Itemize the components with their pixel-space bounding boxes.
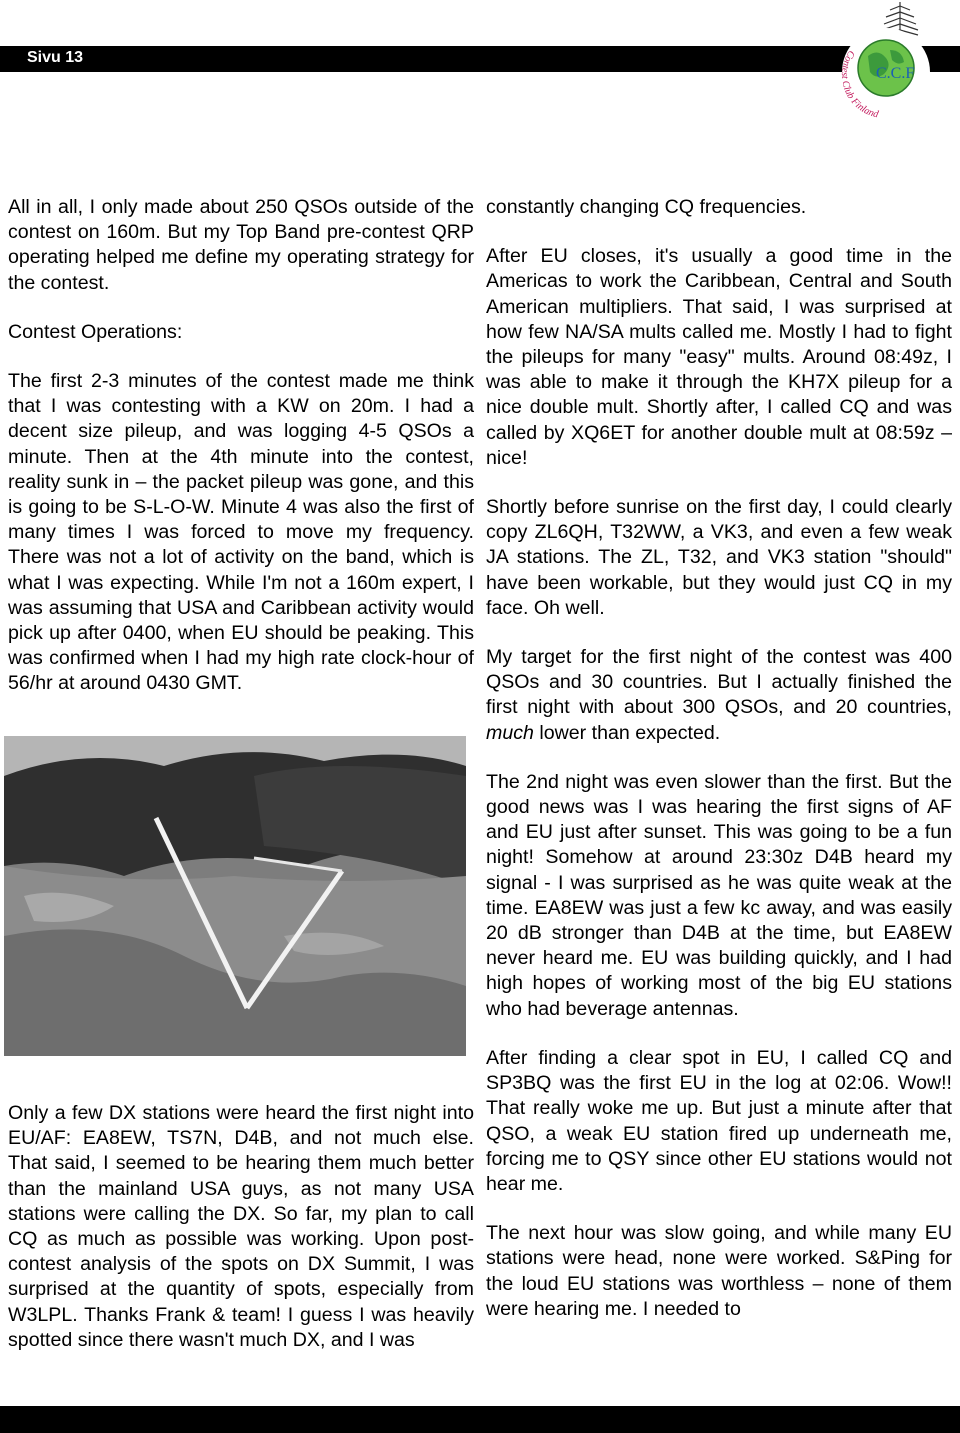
left-paragraph-2: The first 2-3 minutes of the contest made me think that I was contesting with a KW on 20m. I had a decent size pileup, and was logging 4-5 QSOs a minute. Then at the 4th minute into the contest, reality sunk in – the packet pileup was gone, and this is going to be S-L-O-W. Minute 4 was also the first of many times I was forced to move my frequency. There was not a lot of activity on the band, which is what I was expecting. While I'm not a 160m expert, I was assuming that USA and Caribbean activity would pick up after 0400, when EU should be peaking. This was confirmed when I had my high rate clock-hour of 56/hr at around 0430 GMT. — [8, 370, 474, 695]
right-paragraph-6: After finding a clear spot in EU, I called CQ and SP3BQ was the first EU in the log at 02:06. Wow!! That really woke me up. But just a minute after that QSO, a weak EU station fired up underneath me, forcing me to QSY since other EU stations would not hear me. — [486, 1046, 952, 1195]
right-paragraph-1: constantly changing CQ frequencies. — [486, 196, 807, 218]
footer-bar — [0, 1406, 960, 1433]
left-column-bottom — [8, 1101, 474, 1377]
antenna-photo — [4, 736, 466, 1056]
section-heading: Contest Operations: — [8, 320, 183, 343]
left-column — [8, 195, 474, 721]
right-p4-text-a: My target for the first night of the contest was 400 QSOs and 30 countries. But I actually finished the first night with about 300 QSOs, and 20 countries, — [486, 646, 952, 719]
right-paragraph-2: After EU closes, it's usually a good time in the Americas to work the Caribbean, Central and South American multipliers. That said, I was surprised at how few NA/SA mults called me. Mostly I had to fight the pileups for many "easy" mults. Around 08:49z, I was able to make it through the KH7X pileup for a nice double mult. Shortly after, I called CQ and was called by XQ6ET for another double mult at 08:59z – nice! — [486, 245, 952, 469]
right-p4-text-b: lower than expected. — [533, 721, 721, 744]
ccf-logo — [820, 0, 930, 125]
svg-text:C.C.F: C.C.F — [876, 65, 915, 82]
right-column — [486, 195, 952, 1346]
page-number: Sivu 13 — [27, 49, 84, 66]
right-p4-emphasis: much — [486, 721, 534, 744]
right-paragraph-5: The 2nd night was even slower than the first. But the good news was I was hearing the first signs of AF and EU just after sunset. This was going to be a fun night! Somehow at around 23:30z D4B heard my signal - I was surprised as he was quite weak at the time. EA8EW was just a few kc away, and was easily 20 dB stronger than D4B at the time, but EA8EW never heard me. EU was building quickly, and I had high hopes of working most of the big EU stations who had beverage antennas. — [486, 770, 952, 1020]
left-paragraph-3: Only a few DX stations were heard the first night into EU/AF: EA8EW, TS7N, D4B, and not much else. That said, I seemed to be hearing them much better than the mainland USA guys, as not many USA stations were calling the DX. So far, my plan to call CQ as much as possible was working. Upon post-contest analysis of the spots on DX Summit, I was surprised at the quantity of spots, especially from W3LPL. Thanks Frank & team! I guess I was heavily spotted since there wasn't much DX, and I was — [8, 1102, 474, 1351]
left-paragraph-1: All in all, I only made about 250 QSOs outside of the contest on 160m. But my Top Band pre-contest QRP operating helped me define my operating strategy for the contest. — [8, 196, 474, 294]
svg-text:Contest Club Finland: Contest Club Finland — [838, 48, 880, 121]
header-bar — [0, 46, 960, 72]
right-paragraph-3: Shortly before sunrise on the first day, I could clearly copy ZL6QH, T32WW, a VK3, and even a few weak JA stations. The ZL, T32, and VK3 station "should" have been workable, but they would just CQ in my face. Oh well. — [486, 496, 952, 619]
right-paragraph-7: The next hour was slow going, and while many EU stations were head, none were worked. S&Ping for the loud EU stations was worthless – none of them were hearing me. I needed to — [486, 1222, 952, 1320]
right-paragraph-4 — [486, 645, 952, 746]
